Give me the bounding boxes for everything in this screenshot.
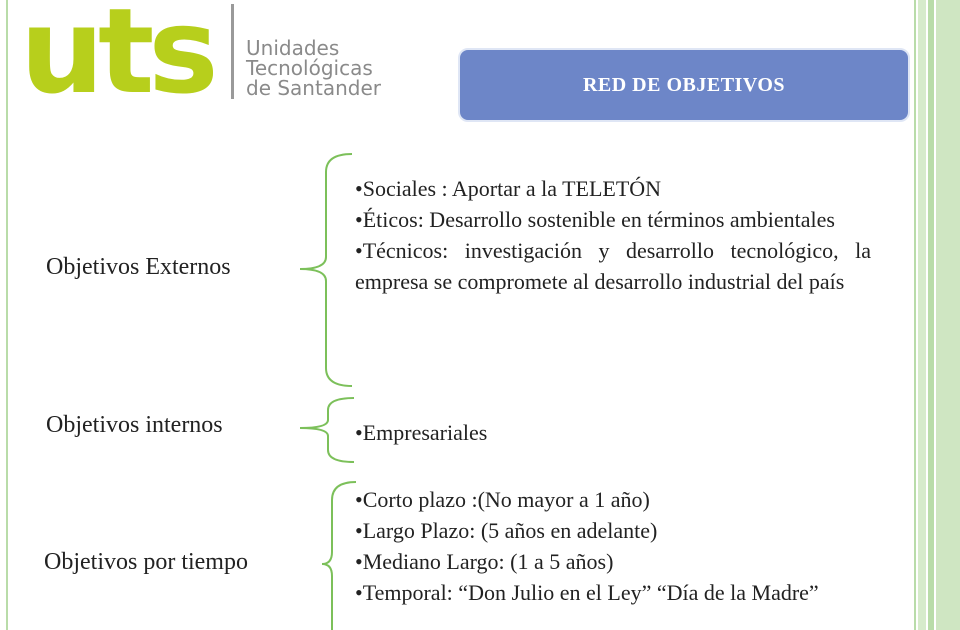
brace-externos [296, 152, 356, 390]
logo-line-1: Unidades [246, 36, 340, 60]
group-label-externos: Objetivos Externos [46, 254, 231, 280]
list-item: • Largo Plazo: (5 años en adelante) [355, 515, 902, 546]
logo-line-3: de Santander [246, 76, 381, 100]
logo-line-2: Tecnológicas [246, 56, 373, 80]
brace-tiempo [320, 480, 360, 630]
logo-institution-name [246, 38, 381, 98]
group-label-tiempo: Objetivos por tiempo [44, 549, 248, 575]
list-item: • Técnicos: investigación y desarrollo tecnológico, la empresa se compromete al desarrollo industrial del país [355, 235, 871, 297]
right-stripe-1 [918, 0, 926, 630]
logo-divider [231, 4, 234, 99]
list-item: • Mediano Largo: (1 a 5 años) [355, 546, 902, 577]
group-label-internos: Objetivos internos [46, 412, 223, 438]
items-externos [355, 173, 871, 297]
list-item: • Corto plazo :(No mayor a 1 año) [355, 484, 902, 515]
list-item: • Sociales : Aportar a la TELETÓN [355, 173, 871, 204]
title-banner: RED DE OBJETIVOS [458, 48, 910, 122]
items-internos [355, 417, 871, 448]
list-item: • Temporal: “Don Julio en el Ley” “Día de la Madre” [355, 577, 902, 608]
brace-internos [296, 396, 356, 466]
list-item: • Éticos: Desarrollo sostenible en términos ambientales [355, 204, 871, 235]
items-tiempo [355, 484, 902, 608]
list-item: • Empresariales [355, 417, 871, 448]
right-stripe-3 [936, 0, 960, 630]
logo-wordmark: uts [20, 0, 213, 120]
uts-logo [20, 0, 430, 120]
right-stripe-2 [928, 0, 934, 630]
